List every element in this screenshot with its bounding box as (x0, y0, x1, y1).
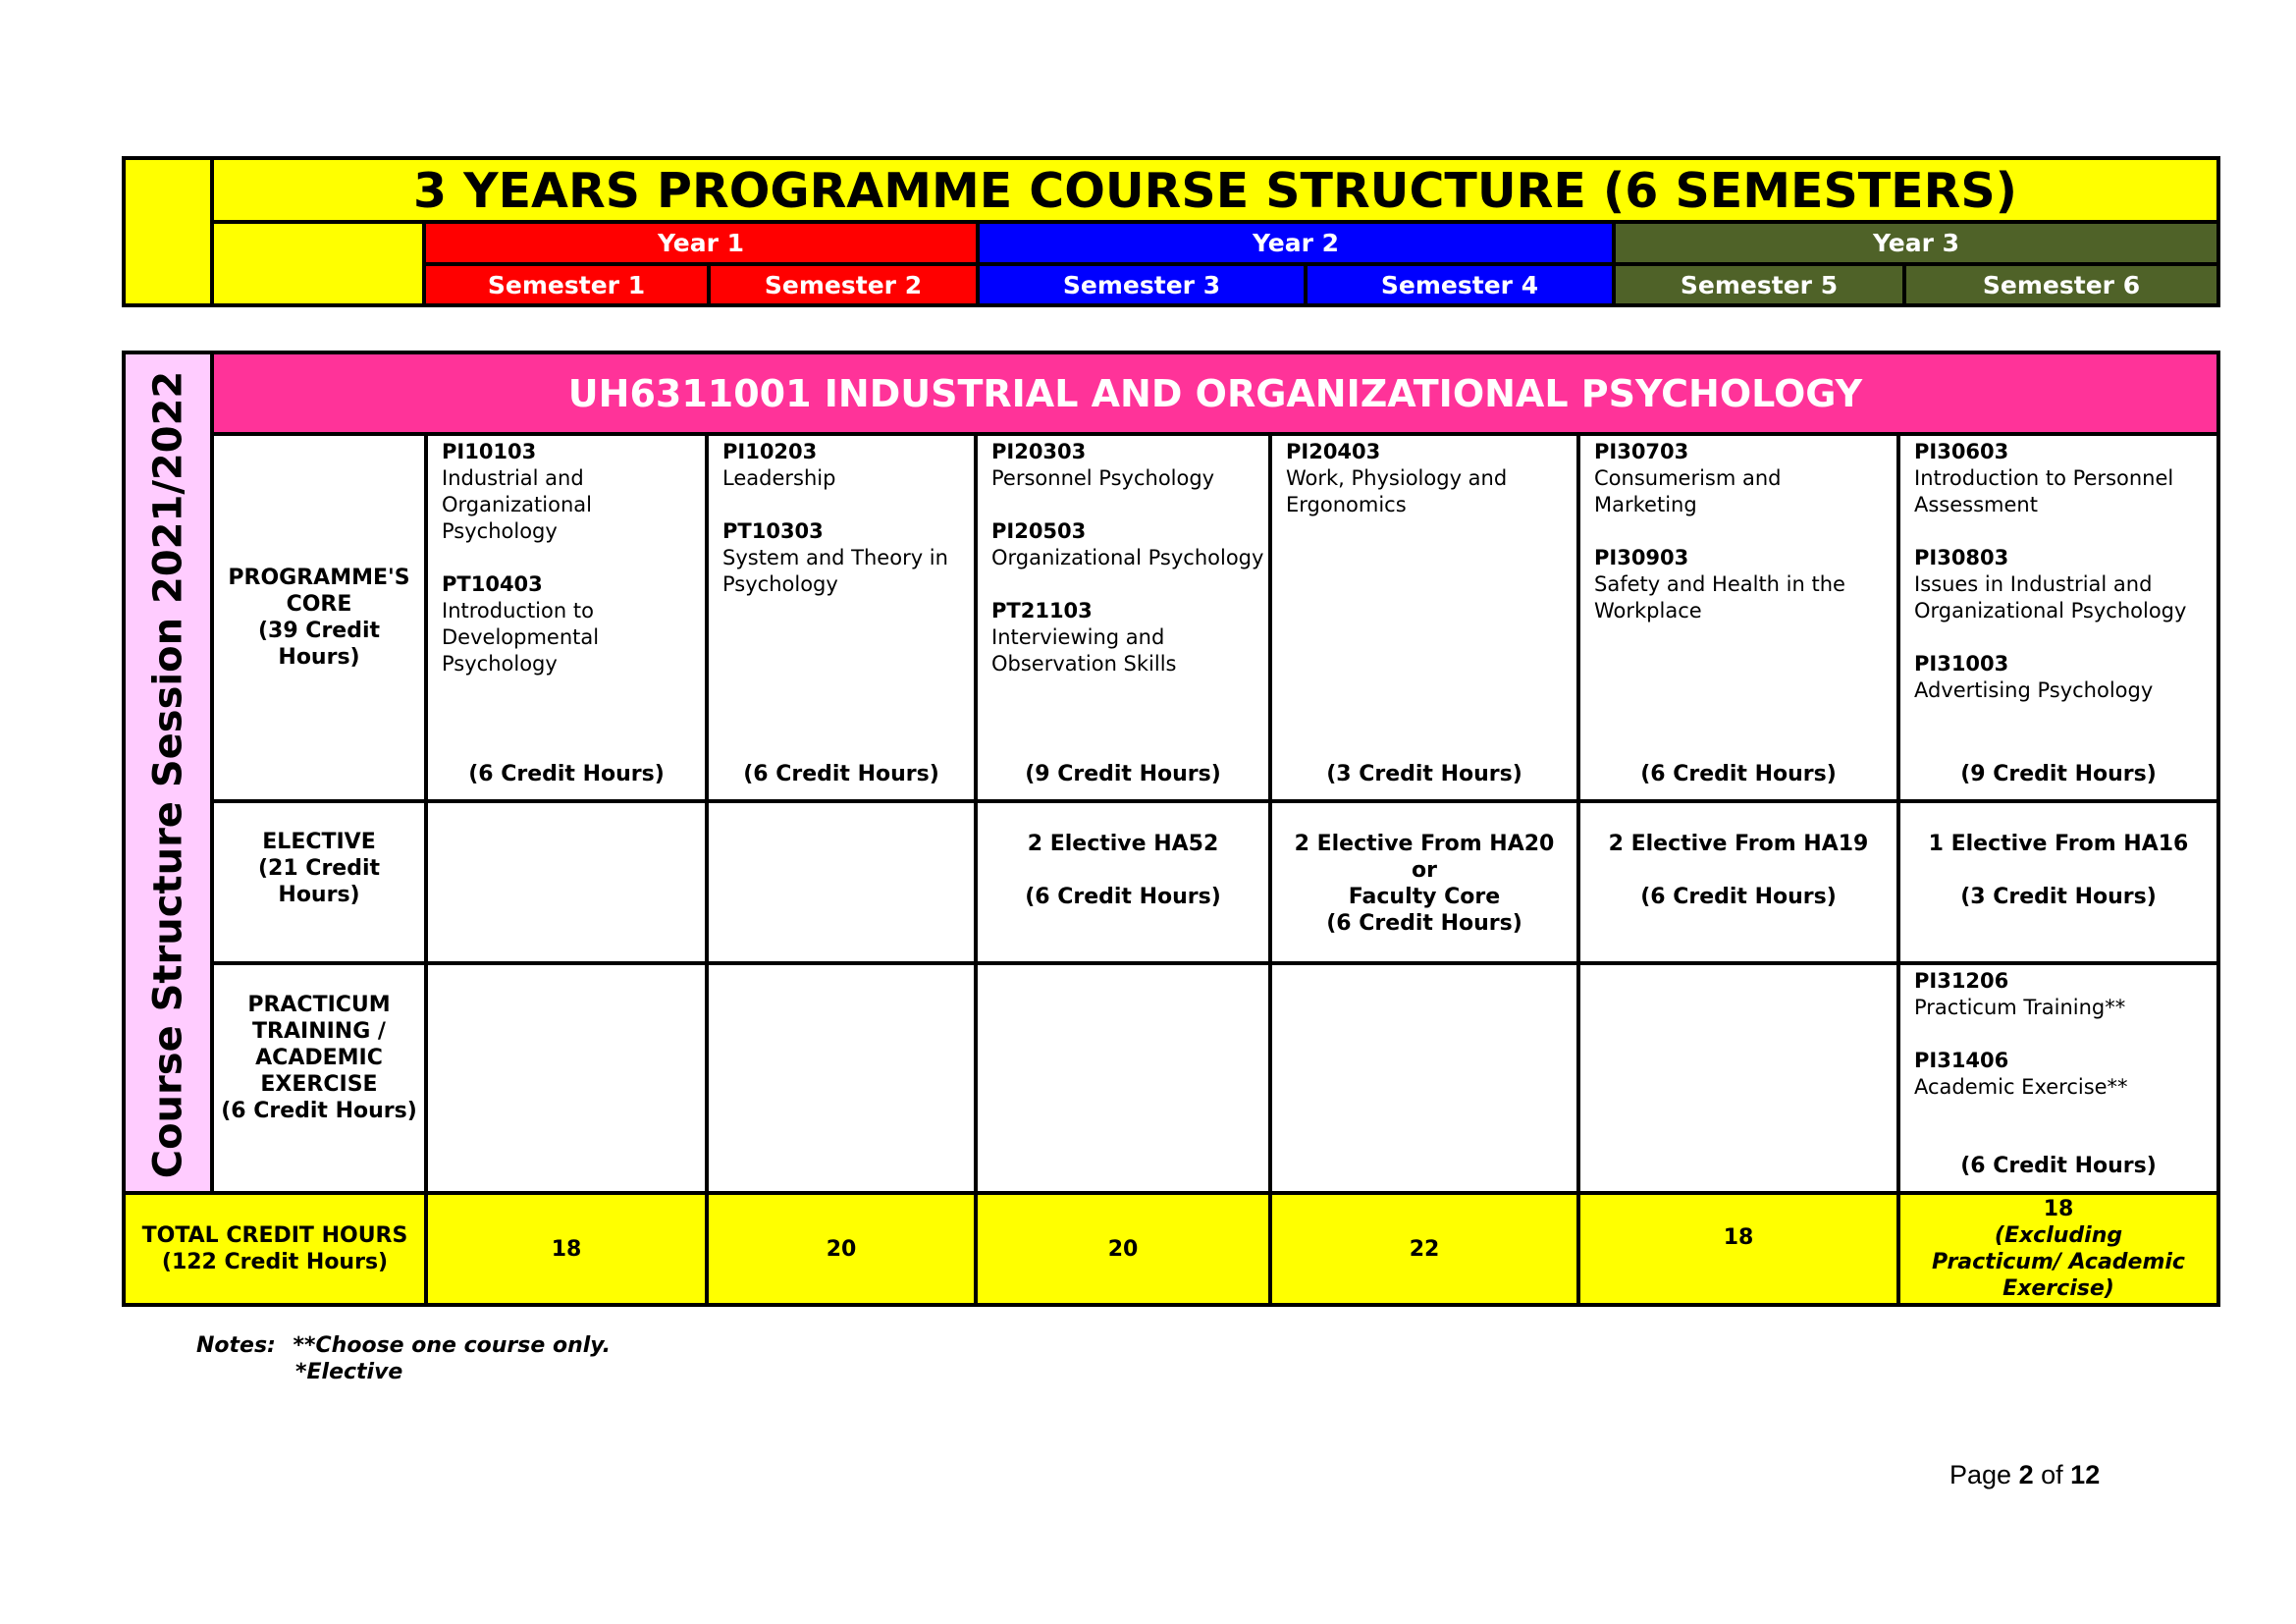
semester-3-header: Semester 3 (976, 266, 1304, 303)
core-semester-1: PI10103 Industrial and Organizational Psychology PT10403 Introduction to Developmental Psychology (6 Credit Hours) (428, 436, 705, 799)
credit-hours: (6 Credit Hours) (1960, 1154, 2157, 1178)
core-semester-4: PI20403 Work, Physiology and Ergonomics (3 Credit Hours) (1272, 436, 1576, 799)
semester-4-header: Semester 4 (1304, 266, 1612, 303)
semester-5-header: Semester 5 (1612, 266, 1902, 303)
semester-1-header: Semester 1 (426, 266, 707, 303)
session-text: Course Structure Session 2021/2022 (145, 370, 191, 1179)
total-semester-5: 18 (1580, 1195, 1896, 1303)
practicum-label: PRACTICUM TRAINING / ACADEMIC EXERCISE (6 Credit Hours) (221, 993, 417, 1123)
total-semester-6: 18 (Excluding Practicum/ Academic Exercise) (1900, 1195, 2216, 1303)
core-semester-2: PI10203 Leadership PT10303 System and Theory in Psychology (6 Credit Hours) (709, 436, 974, 799)
notes-line-2: *Elective (295, 1360, 403, 1384)
credit-hours: (3 Credit Hours) (1326, 762, 1522, 786)
practicum-semester-6: PI31206 Practicum Training** PI31406 Academic Exercise** (6 Credit Hours) (1900, 965, 2216, 1191)
elective-semester-4: 2 Elective From HA20 or Faculty Core (6 Credit Hours) (1294, 832, 1555, 936)
notes (196, 1332, 785, 1391)
programme-title: UH6311001 INDUSTRIAL AND ORGANIZATIONAL PSYCHOLOGY (214, 354, 2216, 436)
elective-label: ELECTIVE (21 Credit Hours) (257, 830, 381, 907)
programme-structure-title: 3 YEARS PROGRAMME COURSE STRUCTURE (6 SEMESTERS) (412, 163, 2018, 219)
total-semester-2: 20 (709, 1195, 974, 1303)
credit-hours: (9 Credit Hours) (1960, 762, 2157, 786)
semester-2-header: Semester 2 (707, 266, 976, 303)
elective-semester-6: 1 Elective From HA16 (3 Credit Hours) (1928, 832, 2189, 909)
header-blank (214, 224, 426, 303)
core-semester-6: PI30603 Introduction to Personnel Assessment PI30803 Issues in Industrial and Organizational Psychology PI31003 Advertising Psychology (9 Credit Hours) (1900, 436, 2216, 799)
year-3-header: Year 3 (1612, 224, 2216, 262)
notes-line-1: **Choose one course only. (293, 1333, 611, 1358)
credit-hours: (6 Credit Hours) (468, 762, 665, 786)
page-number: Page 2 of 12 (1949, 1460, 2101, 1489)
credit-hours: (9 Credit Hours) (1025, 762, 1221, 786)
total-semester-4: 22 (1272, 1195, 1576, 1303)
total-credit-label: TOTAL CREDIT HOURS (122 Credit Hours) (126, 1195, 424, 1303)
credit-hours: (6 Credit Hours) (1640, 762, 1837, 786)
total-semester-1: 18 (428, 1195, 705, 1303)
year-2-header: Year 2 (976, 224, 1612, 262)
session-side-label (126, 354, 214, 1195)
elective-semester-5: 2 Elective From HA19 (6 Credit Hours) (1608, 832, 1869, 909)
notes-prefix: Notes: (196, 1333, 276, 1358)
programme-core-label: PROGRAMME'S CORE (39 Credit Hours) (228, 566, 410, 670)
core-semester-5: PI30703 Consumerism and Marketing PI30903 Safety and Health in the Workplace (6 Credit Hours) (1580, 436, 1896, 799)
core-semester-3: PI20303 Personnel Psychology PI20503 Organizational Psychology PT21103 Interviewing and Observation Skills (9 Credit Hours) (978, 436, 1268, 799)
total-semester-3: 20 (978, 1195, 1268, 1303)
header-corner (126, 160, 214, 303)
year-1-header: Year 1 (426, 224, 976, 262)
credit-hours: (6 Credit Hours) (743, 762, 939, 786)
semester-6-header: Semester 6 (1902, 266, 2216, 303)
elective-semester-3: 2 Elective HA52 (6 Credit Hours) (1025, 832, 1221, 909)
